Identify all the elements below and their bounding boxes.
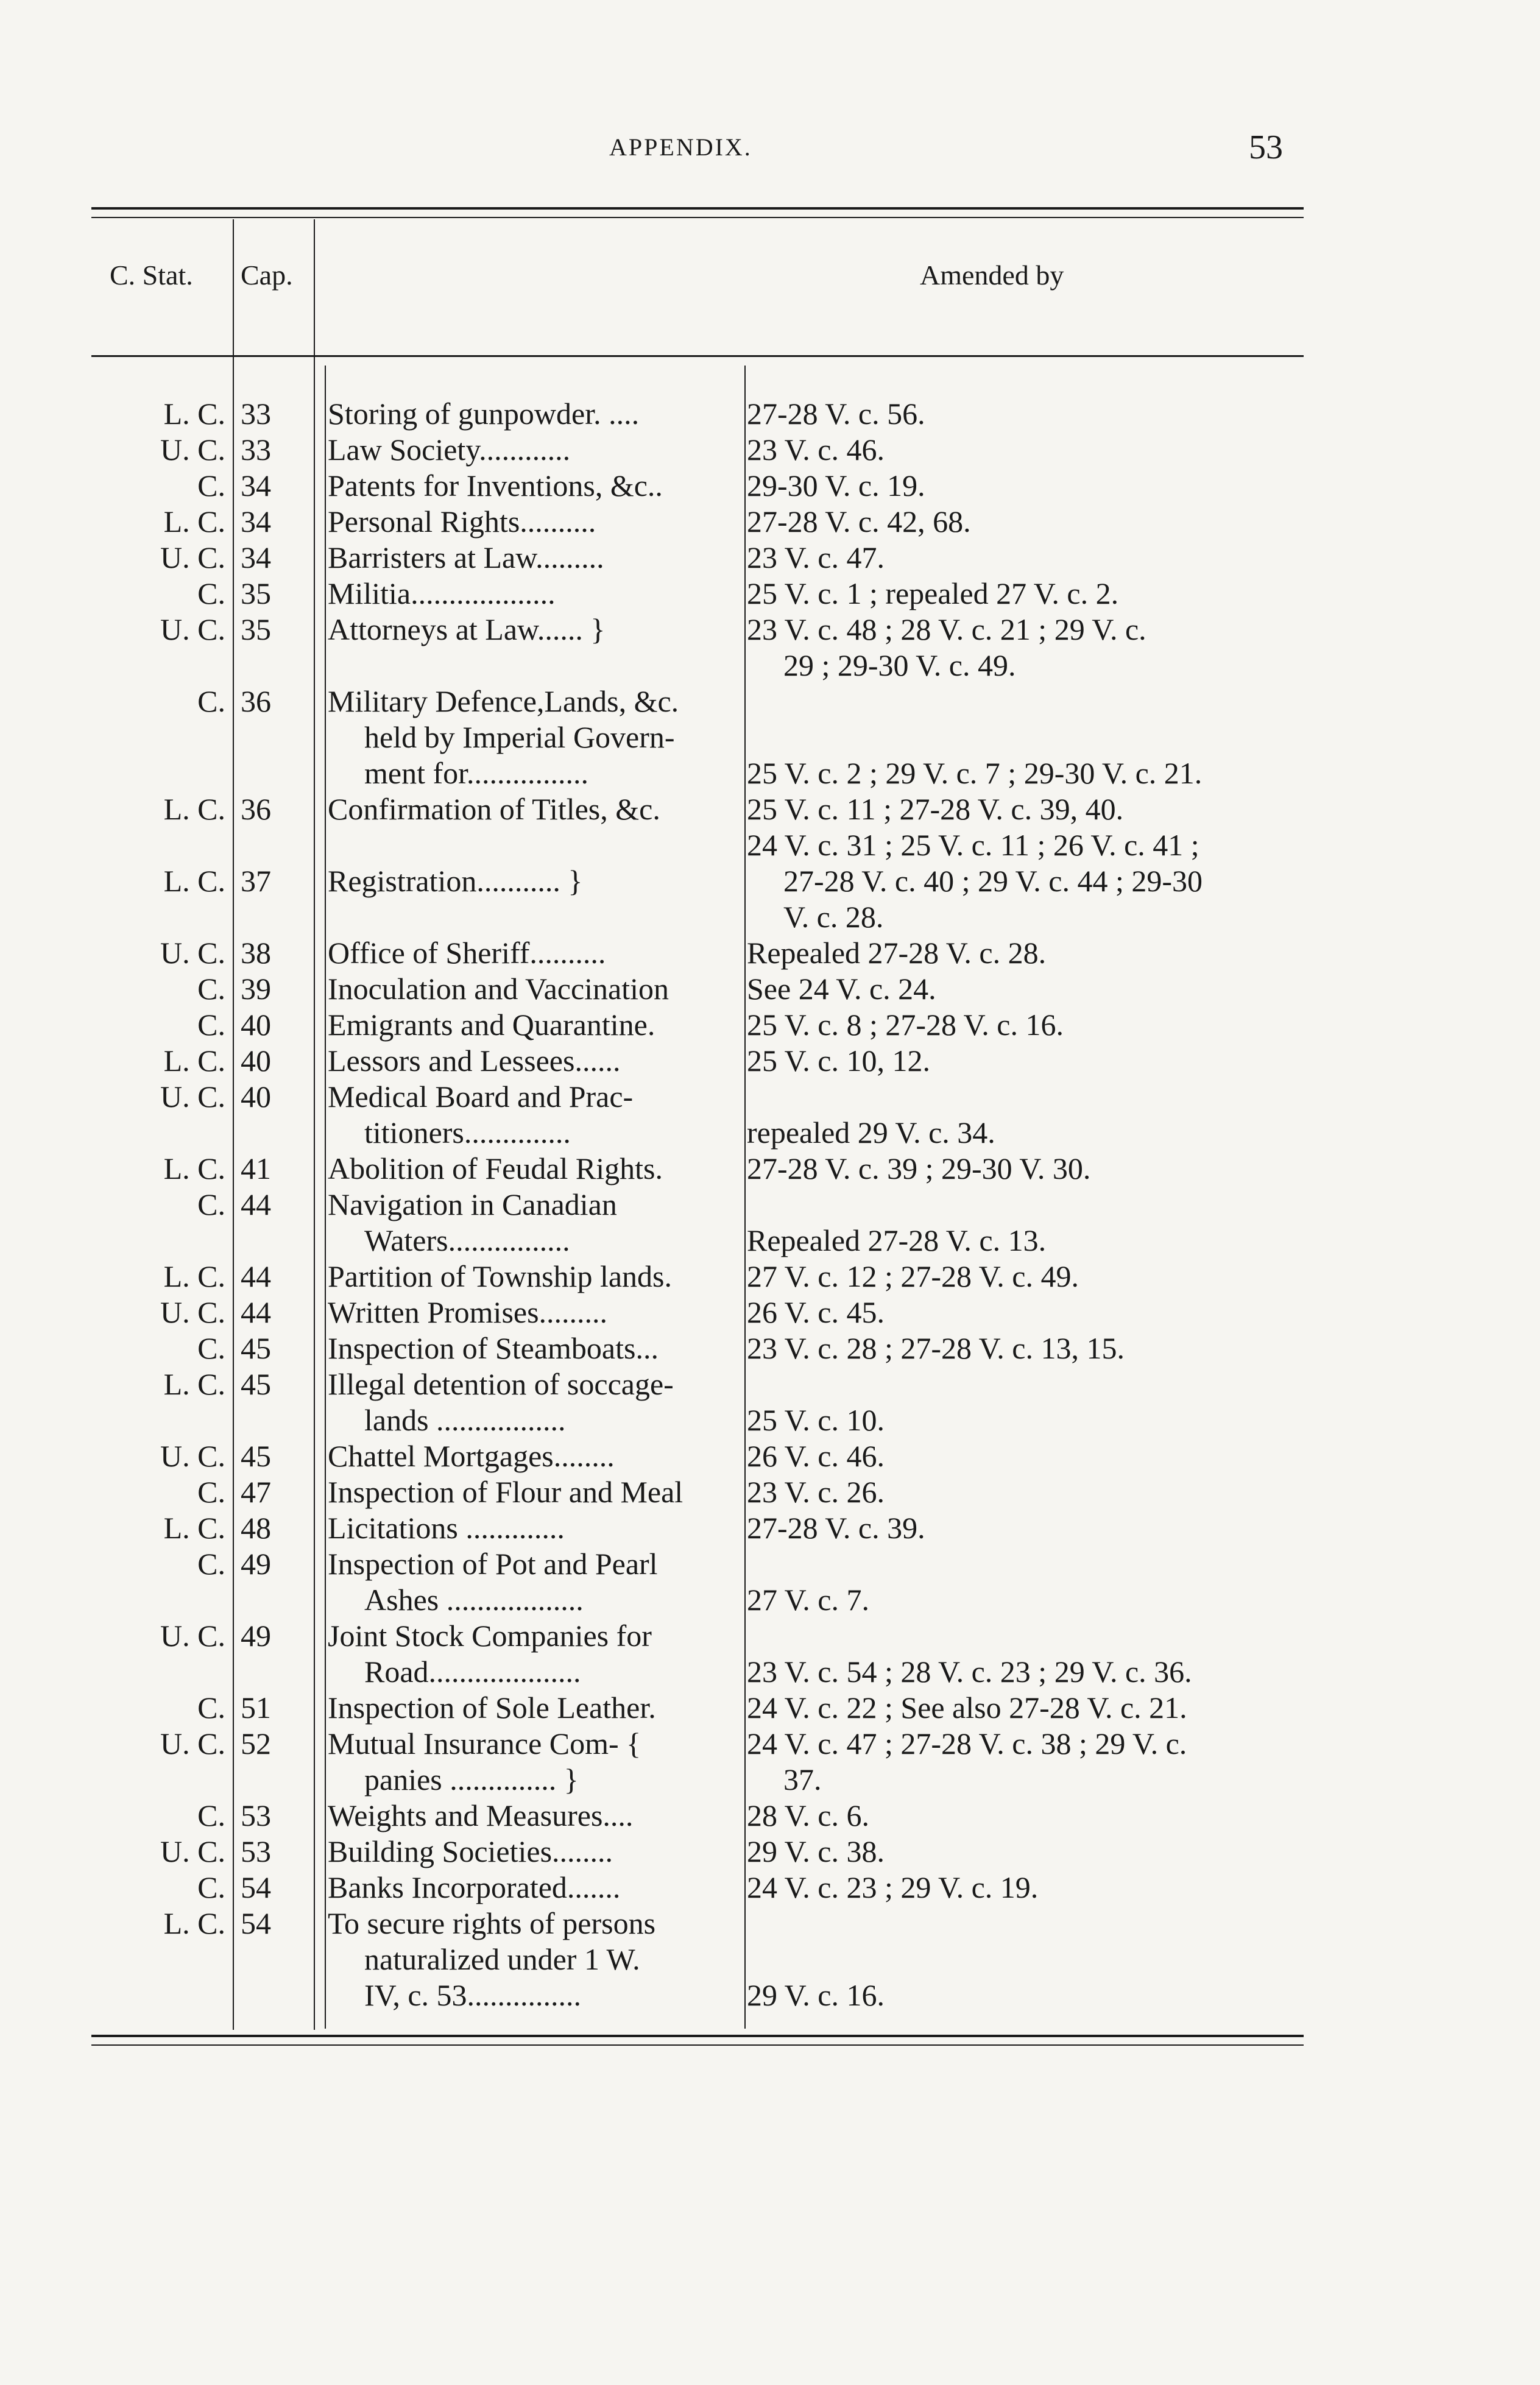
subject-line	[328, 899, 742, 935]
amended-line	[747, 1187, 1326, 1223]
subject-line: Inspection of Sole Leather.	[328, 1691, 656, 1725]
table-row	[0, 827, 1540, 935]
page-number: 53	[1249, 129, 1283, 166]
subject-line: Office of Sheriff..........	[328, 936, 606, 970]
amended-line: 25 V. c. 10, 12.	[747, 1044, 930, 1078]
subject-line: Partition of Township lands.	[328, 1259, 673, 1293]
amended-by-cell	[747, 971, 1326, 1007]
top-rule	[91, 207, 1304, 210]
statute-table	[0, 396, 1540, 2013]
subject-line: titioners..............	[364, 1115, 571, 1150]
table-row	[0, 432, 1540, 468]
province-cell: C.	[197, 1691, 225, 1725]
table-row	[0, 1618, 1540, 1690]
subject-cell	[328, 1007, 742, 1043]
subject-cell	[328, 396, 742, 432]
subject-cell	[328, 1151, 742, 1187]
chapter-cell: 53	[241, 1834, 271, 1868]
amended-line: 29 V. c. 38.	[747, 1834, 885, 1868]
province-cell: L. C.	[163, 792, 225, 826]
table-row	[0, 1438, 1540, 1474]
subject-line: Written Promises.........	[328, 1295, 608, 1329]
subject-line: Lessors and Lessees......	[328, 1044, 621, 1078]
amended-by-cell	[747, 935, 1326, 971]
province-cell: L. C.	[163, 864, 225, 898]
table-row	[0, 1259, 1540, 1295]
province-cell: C.	[197, 684, 225, 718]
subject-line: lands .................	[364, 1403, 566, 1437]
amended-by-cell	[747, 1726, 1326, 1798]
subject-cell	[328, 1510, 742, 1546]
subject-line: Ashes ..................	[364, 1583, 584, 1617]
amended-line: 28 V. c. 6.	[747, 1798, 869, 1832]
subject-cell	[328, 1259, 742, 1295]
chapter-cell: 40	[241, 1008, 271, 1042]
amended-by-cell	[747, 1906, 1326, 2013]
chapter-cell: 53	[241, 1798, 271, 1832]
amended-line: 29 ; 29-30 V. c. 49.	[783, 648, 1016, 682]
table-row	[0, 1474, 1540, 1510]
table-row	[0, 791, 1540, 827]
amended-line: 25 V. c. 1 ; repealed 27 V. c. 2.	[747, 576, 1119, 610]
amended-line	[747, 1906, 1326, 1942]
table-row	[0, 612, 1540, 684]
amended-line: 37.	[783, 1762, 822, 1797]
chapter-cell: 41	[241, 1151, 271, 1185]
table-row	[0, 684, 1540, 791]
subject-line: Personal Rights..........	[328, 504, 596, 539]
subject-line: Registration........... }	[328, 864, 583, 898]
table-row	[0, 1187, 1540, 1259]
amended-by-cell	[747, 1834, 1326, 1870]
amended-by-cell	[747, 1870, 1326, 1906]
province-cell: C.	[197, 1870, 225, 1904]
amended-line: 29 V. c. 16.	[747, 1978, 885, 2012]
amended-line: 23 V. c. 26.	[747, 1475, 885, 1509]
subject-cell	[328, 504, 742, 540]
amended-by-cell	[747, 1798, 1326, 1834]
amended-by-cell	[747, 432, 1326, 468]
chapter-cell: 44	[241, 1259, 271, 1293]
subject-cell	[328, 1438, 742, 1474]
subject-line: Attorneys at Law...... }	[328, 612, 606, 646]
chapter-cell: 33	[241, 397, 271, 431]
amended-by-cell	[747, 1690, 1326, 1726]
subject-cell	[328, 468, 742, 504]
amended-by-cell	[747, 576, 1326, 612]
chapter-cell: 45	[241, 1367, 271, 1401]
subject-cell	[328, 1295, 742, 1330]
amended-line: Repealed 27-28 V. c. 28.	[747, 936, 1047, 970]
amended-line: 24 V. c. 47 ; 27-28 V. c. 38 ; 29 V. c.	[747, 1726, 1187, 1761]
amended-line: 27-28 V. c. 39 ; 29-30 V. 30.	[747, 1151, 1091, 1185]
province-cell: U. C.	[160, 1439, 225, 1473]
subject-line: held by Imperial Govern-	[364, 720, 675, 754]
subject-line: Medical Board and Prac-	[328, 1079, 634, 1114]
amended-by-cell	[747, 1295, 1326, 1330]
subject-cell	[328, 1366, 742, 1438]
chapter-cell: 33	[241, 433, 271, 467]
subject-cell	[328, 1187, 742, 1259]
subject-cell	[328, 1798, 742, 1834]
chapter-cell: 45	[241, 1331, 271, 1365]
province-cell: U. C.	[160, 540, 225, 574]
subject-line: Confirmation of Titles, &c.	[328, 792, 660, 826]
amended-line: 23 V. c. 47.	[747, 540, 885, 574]
chapter-cell: 51	[241, 1691, 271, 1725]
table-row	[0, 1151, 1540, 1187]
amended-line: 23 V. c. 28 ; 27-28 V. c. 13, 15.	[747, 1331, 1125, 1365]
table-row	[0, 576, 1540, 612]
province-cell: U. C.	[160, 1079, 225, 1114]
bottom-rule-thin	[91, 2044, 1304, 2046]
subject-line: Chattel Mortgages........	[328, 1439, 615, 1473]
subject-line: Inspection of Pot and Pearl	[328, 1547, 658, 1581]
subject-line: Weights and Measures....	[328, 1798, 634, 1832]
province-cell: L. C.	[163, 1906, 225, 1940]
chapter-cell: 49	[241, 1547, 271, 1581]
amended-line: 23 V. c. 54 ; 28 V. c. 23 ; 29 V. c. 36.	[747, 1655, 1192, 1689]
province-cell: U. C.	[160, 1619, 225, 1653]
subject-line: Licitations .............	[328, 1511, 565, 1545]
chapter-cell: 39	[241, 972, 271, 1006]
amended-line: 25 V. c. 8 ; 27-28 V. c. 16.	[747, 1008, 1064, 1042]
amended-by-cell	[747, 1510, 1326, 1546]
amended-line: 25 V. c. 11 ; 27-28 V. c. 39, 40.	[747, 792, 1124, 826]
subject-cell	[328, 1870, 742, 1906]
amended-by-cell	[747, 1043, 1326, 1079]
amended-line: 26 V. c. 46.	[747, 1439, 885, 1473]
amended-line: 23 V. c. 48 ; 28 V. c. 21 ; 29 V. c.	[747, 612, 1146, 646]
amended-line: 24 V. c. 23 ; 29 V. c. 19.	[747, 1870, 1039, 1904]
subject-cell	[328, 1726, 742, 1798]
subject-cell	[328, 1906, 742, 2013]
amended-line: repealed 29 V. c. 34.	[747, 1115, 995, 1150]
subject-line: Joint Stock Companies for	[328, 1619, 652, 1653]
subject-cell	[328, 1474, 742, 1510]
subject-line: Building Societies........	[328, 1834, 613, 1868]
chapter-cell: 37	[241, 864, 271, 898]
subject-cell	[328, 1079, 742, 1151]
amended-line	[747, 1546, 1326, 1582]
chapter-cell: 34	[241, 540, 271, 574]
table-row	[0, 1690, 1540, 1726]
subject-cell	[328, 684, 742, 791]
chapter-cell: 34	[241, 468, 271, 503]
province-cell: L. C.	[163, 1367, 225, 1401]
chapter-cell: 54	[241, 1870, 271, 1904]
table-row	[0, 1295, 1540, 1330]
table-row	[0, 1007, 1540, 1043]
subject-cell	[328, 540, 742, 576]
table-row	[0, 396, 1540, 432]
province-cell: L. C.	[163, 504, 225, 539]
chapter-cell: 36	[241, 684, 271, 718]
province-cell: L. C.	[163, 397, 225, 431]
province-cell: L. C.	[163, 1511, 225, 1545]
table-row	[0, 468, 1540, 504]
subject-cell	[328, 935, 742, 971]
amended-line	[747, 1366, 1326, 1402]
subject-line: To secure rights of persons	[328, 1906, 656, 1940]
amended-by-cell	[747, 1618, 1326, 1690]
subject-line: ment for................	[364, 756, 589, 790]
province-cell: C.	[197, 1008, 225, 1042]
amended-line	[747, 1618, 1326, 1654]
amended-by-cell	[747, 1259, 1326, 1295]
column-header-amended: Amended by	[920, 260, 1064, 291]
chapter-cell: 34	[241, 504, 271, 539]
chapter-cell: 35	[241, 576, 271, 610]
province-cell: U. C.	[160, 1295, 225, 1329]
table-row	[0, 1834, 1540, 1870]
province-cell: L. C.	[163, 1151, 225, 1185]
subject-line: Mutual Insurance Com- {	[328, 1726, 641, 1761]
amended-line: 27-28 V. c. 39.	[747, 1511, 925, 1545]
subject-line: Banks Incorporated.......	[328, 1870, 621, 1904]
subject-cell	[328, 1690, 742, 1726]
subject-line: Law Society............	[328, 433, 571, 467]
subject-cell	[328, 827, 742, 935]
subject-cell	[328, 1618, 742, 1690]
amended-line: 27 V. c. 7.	[747, 1583, 869, 1617]
subject-line: Emigrants and Quarantine.	[328, 1008, 655, 1042]
amended-line: Repealed 27-28 V. c. 13.	[747, 1223, 1047, 1257]
chapter-cell: 52	[241, 1726, 271, 1761]
chapter-cell: 40	[241, 1079, 271, 1114]
province-cell: U. C.	[160, 433, 225, 467]
table-row	[0, 1870, 1540, 1906]
amended-line	[747, 1079, 1326, 1115]
province-cell: C.	[197, 468, 225, 503]
subject-cell	[328, 612, 742, 648]
subject-line: Navigation in Canadian	[328, 1187, 617, 1221]
amended-line: 27 V. c. 12 ; 27-28 V. c. 49.	[747, 1259, 1079, 1293]
subject-line: Waters................	[364, 1223, 570, 1257]
province-cell: U. C.	[160, 1726, 225, 1761]
chapter-cell: 54	[241, 1906, 271, 1940]
table-row	[0, 1079, 1540, 1151]
province-cell: C.	[197, 576, 225, 610]
amended-by-cell	[747, 1546, 1326, 1618]
amended-by-cell	[747, 791, 1326, 827]
province-cell: C.	[197, 972, 225, 1006]
province-cell: C.	[197, 1475, 225, 1509]
amended-line: 24 V. c. 31 ; 25 V. c. 11 ; 26 V. c. 41 ;	[747, 828, 1199, 862]
amended-by-cell	[747, 1187, 1326, 1259]
amended-line: V. c. 28.	[783, 900, 884, 934]
table-row	[0, 935, 1540, 971]
header-rule	[91, 355, 1304, 357]
amended-by-cell	[747, 1079, 1326, 1151]
subject-cell	[328, 432, 742, 468]
province-cell: L. C.	[163, 1259, 225, 1293]
bottom-rule	[91, 2035, 1304, 2037]
subject-line: naturalized under 1 W.	[364, 1942, 640, 1976]
subject-line: Inspection of Steamboats...	[328, 1331, 659, 1365]
amended-by-cell	[747, 612, 1326, 684]
amended-by-cell	[747, 1151, 1326, 1187]
chapter-cell: 38	[241, 936, 271, 970]
column-header-cap: Cap.	[241, 260, 293, 291]
table-row	[0, 1906, 1540, 2013]
table-row	[0, 971, 1540, 1007]
amended-by-cell	[747, 540, 1326, 576]
chapter-cell: 36	[241, 792, 271, 826]
table-row	[0, 504, 1540, 540]
chapter-cell: 48	[241, 1511, 271, 1545]
amended-line: 24 V. c. 22 ; See also 27-28 V. c. 21.	[747, 1691, 1187, 1725]
chapter-cell: 35	[241, 612, 271, 646]
amended-by-cell	[747, 684, 1326, 791]
subject-cell	[328, 1330, 742, 1366]
chapter-cell: 44	[241, 1187, 271, 1221]
subject-line	[328, 827, 742, 863]
subject-line: Barristers at Law.........	[328, 540, 604, 574]
amended-by-cell	[747, 468, 1326, 504]
subject-cell	[328, 791, 742, 827]
amended-line: 27-28 V. c. 42, 68.	[747, 504, 971, 539]
amended-line	[747, 1942, 1326, 1977]
subject-line: Abolition of Feudal Rights.	[328, 1151, 663, 1185]
table-row	[0, 1726, 1540, 1798]
amended-line: 25 V. c. 10.	[747, 1403, 885, 1437]
chapter-cell: 45	[241, 1439, 271, 1473]
running-head: APPENDIX.	[609, 133, 752, 161]
table-row	[0, 540, 1540, 576]
amended-by-cell	[747, 1438, 1326, 1474]
table-row	[0, 1366, 1540, 1438]
subject-line: panies .............. }	[364, 1762, 579, 1797]
province-cell: U. C.	[160, 936, 225, 970]
amended-by-cell	[747, 396, 1326, 432]
province-cell: C.	[197, 1331, 225, 1365]
province-cell: C.	[197, 1798, 225, 1832]
subject-cell	[328, 1834, 742, 1870]
subject-cell	[328, 576, 742, 612]
amended-by-cell	[747, 1366, 1326, 1438]
amended-by-cell	[747, 504, 1326, 540]
amended-line: 26 V. c. 45.	[747, 1295, 885, 1329]
amended-line: See 24 V. c. 24.	[747, 972, 936, 1006]
table-row	[0, 1798, 1540, 1834]
subject-cell	[328, 1043, 742, 1079]
province-cell: C.	[197, 1187, 225, 1221]
amended-line: 29-30 V. c. 19.	[747, 468, 925, 503]
subject-line: Militia...................	[328, 576, 556, 610]
chapter-cell: 40	[241, 1044, 271, 1078]
subject-line: Military Defence,Lands, &c.	[328, 684, 679, 718]
chapter-cell: 49	[241, 1619, 271, 1653]
province-cell: U. C.	[160, 612, 225, 646]
table-row	[0, 1043, 1540, 1079]
subject-cell	[328, 971, 742, 1007]
amended-by-cell	[747, 827, 1326, 935]
subject-line: Storing of gunpowder. ....	[328, 397, 640, 431]
amended-line	[747, 684, 1326, 719]
subject-line: Illegal detention of soccage-	[328, 1367, 674, 1401]
subject-line: IV, c. 53...............	[364, 1978, 582, 2012]
amended-by-cell	[747, 1474, 1326, 1510]
amended-line	[747, 719, 1326, 755]
subject-cell	[328, 1546, 742, 1618]
province-cell: C.	[197, 1547, 225, 1581]
province-cell: U. C.	[160, 1834, 225, 1868]
subject-line: Patents for Inventions, &c..	[328, 468, 663, 503]
chapter-cell: 44	[241, 1295, 271, 1329]
amended-line: 23 V. c. 46.	[747, 433, 885, 467]
subject-line: Inspection of Flour and Meal	[328, 1475, 683, 1509]
subject-line: Road....................	[364, 1655, 581, 1689]
amended-line: 27-28 V. c. 56.	[747, 397, 925, 431]
table-row	[0, 1330, 1540, 1366]
table-row	[0, 1546, 1540, 1618]
top-rule-thin	[91, 217, 1304, 218]
table-row	[0, 1510, 1540, 1546]
amended-by-cell	[747, 1007, 1326, 1043]
column-header-stat: C. Stat.	[110, 260, 193, 291]
amended-line: 27-28 V. c. 40 ; 29 V. c. 44 ; 29-30	[783, 864, 1203, 898]
amended-line: 25 V. c. 2 ; 29 V. c. 7 ; 29-30 V. c. 21.	[747, 756, 1203, 790]
amended-by-cell	[747, 1330, 1326, 1366]
chapter-cell: 47	[241, 1475, 271, 1509]
subject-line: Inoculation and Vaccination	[328, 972, 669, 1006]
province-cell: L. C.	[163, 1044, 225, 1078]
